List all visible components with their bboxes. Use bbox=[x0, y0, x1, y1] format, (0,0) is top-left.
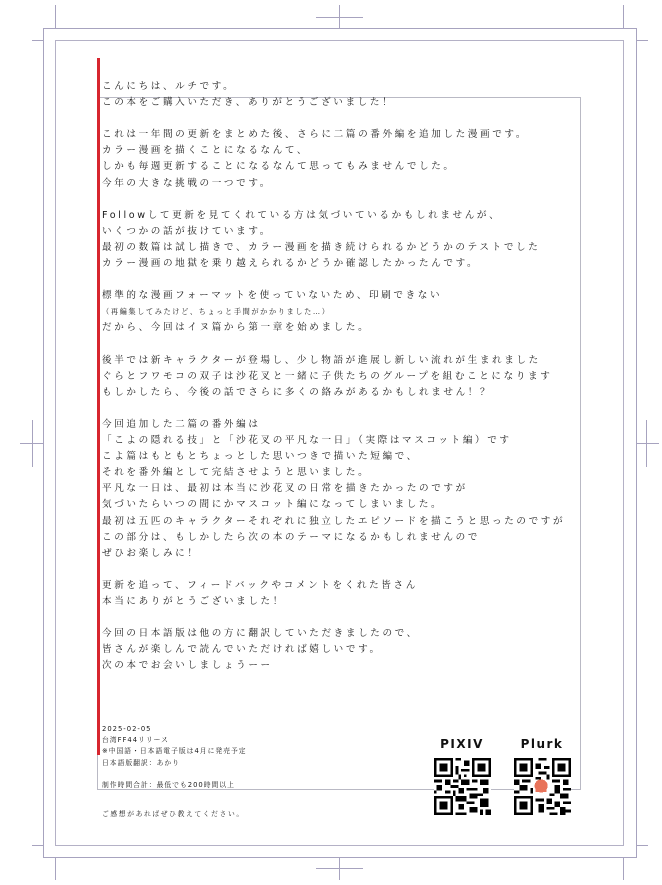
outer-frame-top bbox=[43, 28, 637, 29]
text-line: いくつかの話が抜けています。 bbox=[102, 225, 272, 237]
text-line: しかも毎週更新することになるなんて思ってもみませんでした。 bbox=[102, 161, 456, 173]
text-line: こよ篇はもともとちょっとした思いつきで描いた短編で、 bbox=[102, 451, 419, 463]
paragraph-thanks bbox=[102, 578, 572, 610]
crop-mark-tl-v bbox=[55, 5, 56, 28]
outer-frame-left bbox=[43, 28, 44, 858]
text-line: 標準的な漫画フォーマットを使っていないため、印刷できない bbox=[102, 290, 443, 302]
text-line: 最初の数篇は試し描きで、カラー漫画を描き続けられるかどうかのテストでした bbox=[102, 241, 541, 253]
afterword-text bbox=[102, 79, 572, 674]
inner-frame-top bbox=[55, 40, 624, 41]
center-mark-right-h bbox=[637, 443, 659, 444]
text-line: 更新を追って、フィードバックやコメントをくれた皆さん bbox=[102, 579, 418, 591]
text-line: 最初は五匹のキャラクターそれぞれに独立したエピソードを描こうと思ったのですが bbox=[102, 515, 566, 527]
center-mark-top-h bbox=[316, 17, 363, 18]
pixiv-qr-code-icon[interactable] bbox=[434, 758, 491, 815]
paragraph-new-characters bbox=[102, 353, 572, 401]
outer-frame-bottom bbox=[43, 857, 637, 858]
paragraph-intro bbox=[102, 127, 572, 191]
pixiv-qr-block bbox=[432, 737, 492, 815]
colophon bbox=[102, 724, 402, 792]
feedback-request: ご感想があればぜひ教えてください。 bbox=[102, 810, 245, 818]
center-mark-left-h bbox=[20, 443, 43, 444]
plurk-qr-block bbox=[512, 737, 572, 815]
text-line: 後半では新キャラクターが登場し、少し物語が進展し新しい流れが生まれました bbox=[102, 354, 541, 366]
ebook-note: ※中国語・日本語電子版は4月に発売予定 bbox=[102, 747, 247, 756]
crop-mark-br-h bbox=[637, 845, 648, 846]
text-line: 気づいたらいつの間にかマスコット編になってしまいました。 bbox=[102, 499, 444, 511]
text-line: これは一年間の更新をまとめた後、さらに二篇の番外編を追加した漫画です。 bbox=[102, 129, 529, 141]
text-line-small: （再編集してみたけど、ちょっと手間がかかりました…） bbox=[102, 307, 331, 317]
text-line: 平凡な一日は、最初は本当に沙花叉の日常を描きたかったのですが bbox=[102, 483, 468, 495]
text-line: こんにちは、ルチです。 bbox=[102, 81, 236, 92]
plurk-qr-code-icon[interactable] bbox=[514, 758, 571, 815]
text-line: 本当にありがとうございました！ bbox=[102, 596, 285, 607]
text-line: 「こよの隠れる技」と「沙花叉の平凡な一日」（実際はマスコット編）です bbox=[102, 435, 512, 447]
text-line: Followして更新を見てくれている方は気づいているかもしれませんが、 bbox=[102, 209, 502, 221]
pixiv-label: PIXIV bbox=[440, 737, 484, 751]
translator-credit: 日本語版翻訳：あかり bbox=[102, 758, 180, 767]
crop-mark-bl-v bbox=[55, 858, 56, 880]
text-line: 今回の日本語版は他の方に翻訳していただきましたので、 bbox=[102, 628, 419, 640]
center-mark-bottom-h bbox=[316, 868, 363, 869]
text-line: 次の本でお会いしましょうーー bbox=[102, 660, 273, 672]
text-line: もしかしたら、今後の話でさらに多くの絡みがあるかもしれません！？ bbox=[102, 386, 493, 398]
text-line: カラー漫画を描くことになるなんて、 bbox=[102, 145, 310, 157]
production-time: 制作時間合計：最低でも200時間以上 bbox=[102, 781, 235, 790]
paragraph-missing-episodes bbox=[102, 208, 572, 272]
paragraph-closing bbox=[102, 626, 572, 674]
crop-mark-bl-h bbox=[32, 845, 43, 846]
release-date: 2025-02-05 bbox=[102, 725, 152, 733]
text-line: ぜひお楽しみに！ bbox=[102, 547, 200, 559]
plurk-label: Plurk bbox=[520, 737, 564, 751]
text-line: 今回追加した二篇の番外編は bbox=[102, 418, 261, 430]
text-line: だから、今回はイヌ篇から第一章を始めました。 bbox=[102, 322, 371, 334]
text-line: この部分は、もしかしたら次の本のテーマになるかもしれませんので bbox=[102, 531, 481, 543]
inner-frame-right bbox=[623, 40, 624, 846]
inner-frame-bottom bbox=[55, 845, 624, 846]
crop-mark-tl-h bbox=[32, 40, 43, 41]
inner-frame-left bbox=[55, 40, 56, 846]
crop-mark-tr-v bbox=[623, 5, 624, 28]
center-mark-bottom-v bbox=[339, 858, 340, 880]
text-line: それを番外編として完結させようと思いました。 bbox=[102, 467, 371, 479]
text-line: 今年の大きな挑戦の一つです。 bbox=[102, 177, 272, 189]
paragraph-format bbox=[102, 288, 572, 336]
text-line: カラー漫画の地獄を乗り越えられるかどうか確認したかったんです。 bbox=[102, 258, 480, 270]
accent-bar bbox=[97, 58, 100, 755]
crop-mark-tr-h bbox=[637, 40, 648, 41]
paragraph-extra-chapters bbox=[102, 417, 572, 562]
crop-mark-br-v bbox=[623, 858, 624, 880]
text-line: この本をご購入いただき、ありがとうございました！ bbox=[102, 97, 395, 109]
paragraph-greeting bbox=[102, 79, 572, 111]
text-line: ぐらとフワモコの双子は沙花叉と一緒に子供たちのグループを組むことになります bbox=[102, 370, 553, 382]
release-event: 台湾FF44リリース bbox=[102, 736, 169, 745]
text-line: 皆さんが楽しんで読んでいただければ嬉しいです。 bbox=[102, 644, 382, 656]
